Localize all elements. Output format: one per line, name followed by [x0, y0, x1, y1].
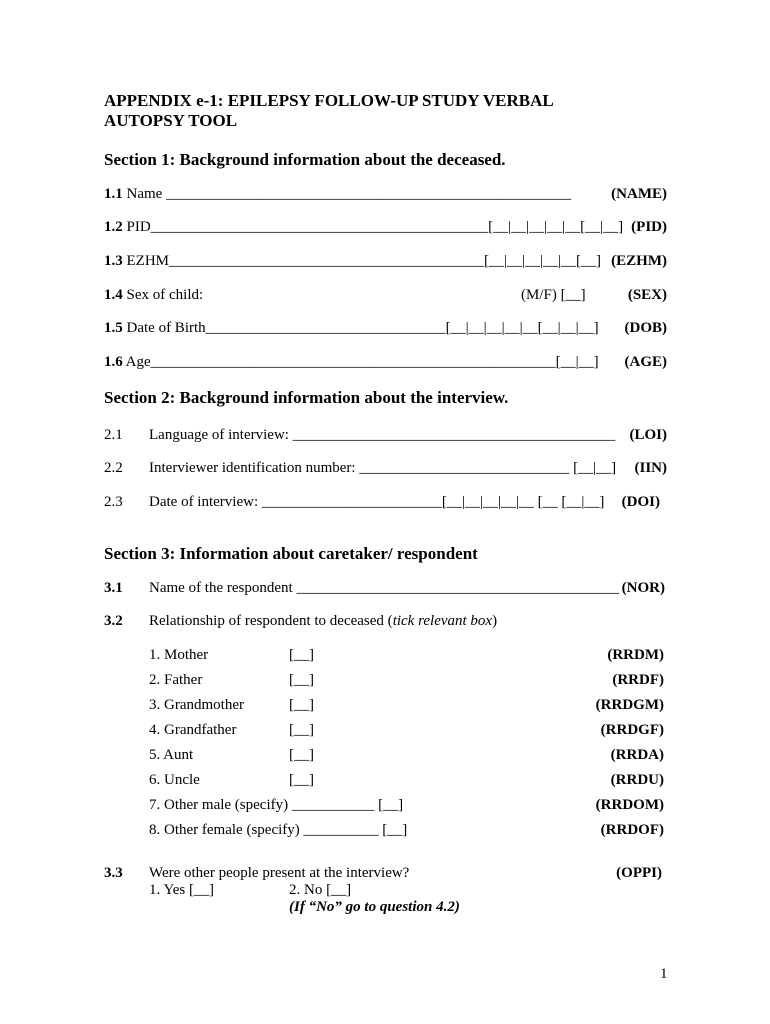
field-code: (NOR): [621, 580, 665, 596]
checkbox[interactable]: [__]: [289, 672, 314, 688]
document-title-line1: APPENDIX e-1: EPILEPSY FOLLOW-UP STUDY VERBAL: [104, 91, 554, 110]
option-label: 5. Aunt: [149, 747, 194, 763]
option-label: 1. Mother: [149, 647, 209, 663]
field-loi: [104, 427, 667, 445]
option-no[interactable]: 2. No [__]: [289, 882, 352, 898]
option-label: 4. Grandfather: [149, 722, 237, 738]
option-code: (RRDOF): [600, 822, 664, 838]
question-number: 3.3: [104, 865, 123, 881]
section3-heading: Section 3: Information about caretaker/ respondent: [104, 544, 478, 563]
field-num: 1.3: [104, 253, 123, 269]
checkbox[interactable]: [__]: [289, 772, 314, 788]
field-code: (NAME): [611, 186, 667, 202]
field-num: 1.4: [104, 287, 123, 303]
question-3-3-text: Were other people present at the interview?: [149, 865, 410, 881]
field-num: 1.1: [104, 186, 123, 202]
field-label: Sex of child:: [122, 287, 204, 303]
section2-heading: Section 2: Background information about the interview.: [104, 388, 509, 407]
question-code: (OPPI): [616, 865, 662, 881]
field-code: (DOB): [624, 320, 667, 336]
checkbox[interactable]: [__]: [289, 747, 314, 763]
field-age: [104, 354, 667, 372]
field-num: 1.2: [104, 219, 123, 235]
field-sex: [104, 287, 667, 305]
field-code: (PID): [631, 219, 667, 235]
field-iin: [104, 460, 667, 478]
field-num: 3.1: [104, 580, 123, 596]
option-code: (RRDGF): [600, 722, 664, 738]
field-name: [104, 186, 667, 204]
option-label: 8. Other female (specify) __________ [__]: [149, 822, 408, 838]
field-doi: [104, 494, 667, 512]
option-code: (RRDU): [610, 772, 664, 788]
page-number: 1: [660, 966, 668, 982]
field-nor: [104, 580, 667, 598]
option-label: 3. Grandmother: [149, 697, 244, 713]
option-label: 2. Father: [149, 672, 203, 688]
option-code: (RRDF): [612, 672, 664, 688]
field-num: 2.1: [104, 427, 123, 443]
field-label: Age______________________________________________________[__|__]: [122, 354, 599, 370]
field-code: (LOI): [629, 427, 667, 443]
field-code: (SEX): [627, 287, 667, 303]
option-code: (RRDOM): [595, 797, 664, 813]
checkbox[interactable]: [__]: [289, 722, 314, 738]
field-ezhm: [104, 253, 667, 271]
field-num: 2.3: [104, 494, 123, 510]
field-label: Date of interview: ________________________[__|__|__|__|__ [__ [__|__]: [149, 494, 605, 510]
question-number: 3.2: [104, 613, 123, 629]
option-label: 6. Uncle: [149, 772, 200, 788]
field-dob: [104, 320, 667, 338]
document-title-line2: AUTOPSY TOOL: [104, 111, 238, 130]
option-code: (RRDGM): [595, 697, 664, 713]
field-code: (DOI): [621, 494, 660, 510]
field-label: Name of the respondent ___________________________________________: [149, 580, 619, 596]
field-num: 2.2: [104, 460, 123, 476]
field-label: EZHM__________________________________________[__|__|__|__|__[__]: [122, 253, 601, 269]
option-yes[interactable]: 1. Yes [__]: [149, 882, 215, 898]
section1-heading: Section 1: Background information about the deceased.: [104, 150, 506, 169]
field-pid: [104, 219, 667, 237]
field-label: Language of interview: ___________________________________________: [149, 427, 616, 443]
field-label: Name ______________________________________________________: [122, 186, 572, 202]
field-label: PID_____________________________________________[__|__|__|__|__[__|__]: [122, 219, 624, 235]
option-code: (RRDA): [610, 747, 664, 763]
field-code: (IIN): [634, 460, 667, 476]
field-code: (EZHM): [611, 253, 667, 269]
field-code: (AGE): [624, 354, 667, 370]
field-label: Interviewer identification number: ____________________________ [__|__]: [149, 460, 617, 476]
field-num: 1.5: [104, 320, 123, 336]
option-code: (RRDM): [607, 647, 664, 663]
skip-instruction: (If “No” go to question 4.2): [289, 899, 460, 915]
field-label: Date of Birth________________________________[__|__|__|__|__[__|__|__]: [122, 320, 599, 336]
question-3-2-text: Relationship of respondent to deceased (tick relevant box): [149, 613, 498, 629]
field-num: 1.6: [104, 354, 123, 370]
checkbox[interactable]: [__]: [289, 647, 314, 663]
sex-options: (M/F) [__]: [521, 287, 586, 303]
option-label: 7. Other male (specify) ___________ [__]: [149, 797, 404, 813]
checkbox[interactable]: [__]: [289, 697, 314, 713]
